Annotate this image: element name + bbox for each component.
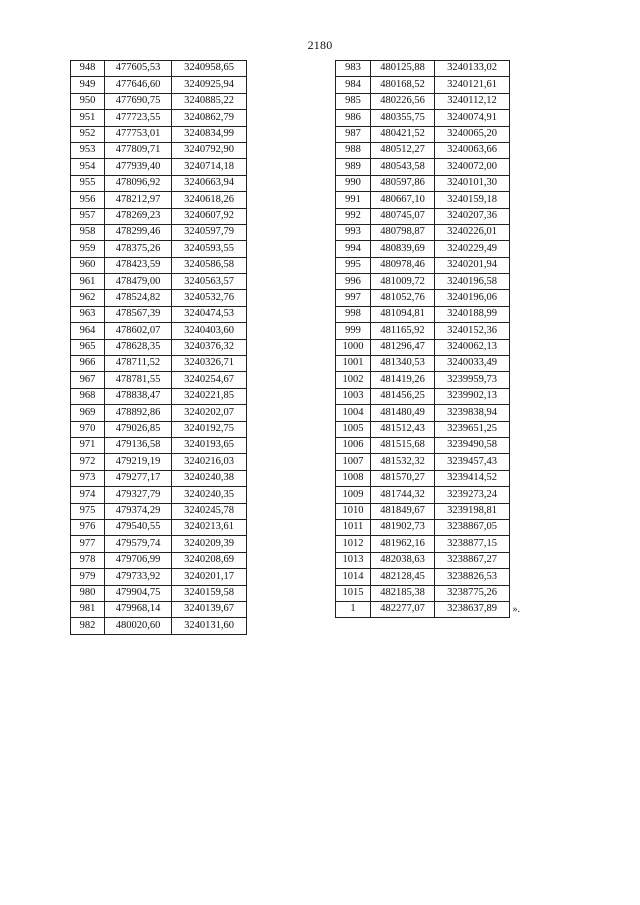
x-coordinate-cell: 481094,81 [371, 306, 435, 322]
point-number-cell: 1014 [336, 569, 371, 585]
point-number-cell: 952 [71, 126, 105, 142]
table-row [336, 77, 510, 93]
y-coordinate-cell: 3240663,94 [172, 175, 247, 191]
point-number-cell: 990 [336, 175, 371, 191]
table-row [71, 356, 247, 372]
table-row [71, 569, 247, 585]
y-coordinate-cell: 3240121,61 [435, 77, 510, 93]
x-coordinate-cell: 479136,58 [105, 437, 172, 453]
table-row [336, 257, 510, 273]
y-coordinate-cell: 3238775,26 [435, 585, 510, 601]
point-number-cell: 1001 [336, 356, 371, 372]
table-row [336, 601, 510, 617]
y-coordinate-cell: 3240226,01 [435, 224, 510, 240]
y-coordinate-cell: 3240958,65 [172, 61, 247, 77]
y-coordinate-cell: 3240196,06 [435, 290, 510, 306]
table-row [336, 585, 510, 601]
y-coordinate-cell: 3239902,13 [435, 388, 510, 404]
point-number-cell: 997 [336, 290, 371, 306]
y-coordinate-cell: 3240586,58 [172, 257, 247, 273]
x-coordinate-cell: 477605,53 [105, 61, 172, 77]
coordinates-table-right [335, 60, 510, 618]
y-coordinate-cell: 3240033,49 [435, 356, 510, 372]
x-coordinate-cell: 478096,92 [105, 175, 172, 191]
table-row [71, 585, 247, 601]
point-number-cell: 1004 [336, 405, 371, 421]
x-coordinate-cell: 481902,73 [371, 519, 435, 535]
table-row [336, 274, 510, 290]
table-row [71, 437, 247, 453]
x-coordinate-cell: 481532,32 [371, 454, 435, 470]
table-row [336, 306, 510, 322]
y-coordinate-cell: 3239457,43 [435, 454, 510, 470]
y-coordinate-cell: 3240208,69 [172, 552, 247, 568]
y-coordinate-cell: 3240376,32 [172, 339, 247, 355]
x-coordinate-cell: 480168,52 [371, 77, 435, 93]
y-coordinate-cell: 3240216,03 [172, 454, 247, 470]
x-coordinate-cell: 477753,01 [105, 126, 172, 142]
y-coordinate-cell: 3239414,52 [435, 470, 510, 486]
point-number-cell: 960 [71, 257, 105, 273]
table-row [71, 503, 247, 519]
table-row [336, 61, 510, 77]
x-coordinate-cell: 481009,72 [371, 274, 435, 290]
y-coordinate-cell: 3240245,78 [172, 503, 247, 519]
table-row [336, 536, 510, 552]
table-row [336, 224, 510, 240]
y-coordinate-cell: 3240062,13 [435, 339, 510, 355]
table-row [336, 175, 510, 191]
point-number-cell: 981 [71, 601, 105, 617]
point-number-cell: 1003 [336, 388, 371, 404]
y-coordinate-cell: 3239959,73 [435, 372, 510, 388]
y-coordinate-cell: 3240074,91 [435, 110, 510, 126]
table-row [71, 536, 247, 552]
y-coordinate-cell: 3240240,38 [172, 470, 247, 486]
table-row [71, 126, 247, 142]
y-coordinate-cell: 3238867,05 [435, 519, 510, 535]
table-row [336, 93, 510, 109]
point-number-cell: 963 [71, 306, 105, 322]
point-number-cell: 989 [336, 159, 371, 175]
y-coordinate-cell: 3240209,39 [172, 536, 247, 552]
point-number-cell: 991 [336, 192, 371, 208]
point-number-cell: 961 [71, 274, 105, 290]
table-row [71, 487, 247, 503]
point-number-cell: 968 [71, 388, 105, 404]
x-coordinate-cell: 478524,82 [105, 290, 172, 306]
y-coordinate-cell: 3240593,55 [172, 241, 247, 257]
x-coordinate-cell: 478628,35 [105, 339, 172, 355]
x-coordinate-cell: 482185,38 [371, 585, 435, 601]
table-row [336, 110, 510, 126]
table-row [71, 405, 247, 421]
x-coordinate-cell: 480745,07 [371, 208, 435, 224]
y-coordinate-cell: 3240213,61 [172, 519, 247, 535]
x-coordinate-cell: 480020,60 [105, 618, 172, 634]
x-coordinate-cell: 479219,19 [105, 454, 172, 470]
y-coordinate-cell: 3240607,92 [172, 208, 247, 224]
table-row [71, 470, 247, 486]
point-number-cell: 985 [336, 93, 371, 109]
x-coordinate-cell: 480839,69 [371, 241, 435, 257]
table-row [336, 241, 510, 257]
point-number-cell: 977 [71, 536, 105, 552]
x-coordinate-cell: 479733,92 [105, 569, 172, 585]
table-row [336, 421, 510, 437]
coordinates-table-left [70, 60, 247, 635]
point-number-cell: 959 [71, 241, 105, 257]
table-row [336, 290, 510, 306]
page-number: 2180 [307, 38, 333, 52]
point-number-cell: 965 [71, 339, 105, 355]
table-row [336, 142, 510, 158]
point-number-cell: 967 [71, 372, 105, 388]
x-coordinate-cell: 481849,67 [371, 503, 435, 519]
point-number-cell: 983 [336, 61, 371, 77]
y-coordinate-cell: 3240474,53 [172, 306, 247, 322]
y-coordinate-cell: 3240221,85 [172, 388, 247, 404]
x-coordinate-cell: 481515,68 [371, 437, 435, 453]
table-row [71, 388, 247, 404]
point-number-cell: 976 [71, 519, 105, 535]
y-coordinate-cell: 3240885,22 [172, 93, 247, 109]
point-number-cell: 973 [71, 470, 105, 486]
x-coordinate-cell: 481480,49 [371, 405, 435, 421]
x-coordinate-cell: 481456,25 [371, 388, 435, 404]
x-coordinate-cell: 479579,74 [105, 536, 172, 552]
y-coordinate-cell: 3240597,79 [172, 224, 247, 240]
x-coordinate-cell: 480543,58 [371, 159, 435, 175]
table-row [71, 339, 247, 355]
table-row [71, 601, 247, 617]
point-number-cell: 1009 [336, 487, 371, 503]
point-number-cell: 974 [71, 487, 105, 503]
point-number-cell: 1002 [336, 372, 371, 388]
y-coordinate-cell: 3239838,94 [435, 405, 510, 421]
table-row [336, 323, 510, 339]
point-number-cell: 964 [71, 323, 105, 339]
y-coordinate-cell: 3240403,60 [172, 323, 247, 339]
x-coordinate-cell: 479026,85 [105, 421, 172, 437]
x-coordinate-cell: 482277,07 [371, 601, 435, 617]
y-coordinate-cell: 3240196,58 [435, 274, 510, 290]
closing-quote-mark: ». [512, 604, 520, 616]
point-number-cell: 984 [336, 77, 371, 93]
table-row [71, 552, 247, 568]
x-coordinate-cell: 478892,86 [105, 405, 172, 421]
y-coordinate-cell: 3238867,27 [435, 552, 510, 568]
point-number-cell: 971 [71, 437, 105, 453]
y-coordinate-cell: 3240834,99 [172, 126, 247, 142]
y-coordinate-cell: 3240193,65 [172, 437, 247, 453]
table-row [71, 421, 247, 437]
point-number-cell: 969 [71, 405, 105, 421]
table-row [71, 323, 247, 339]
y-coordinate-cell: 3240201,94 [435, 257, 510, 273]
x-coordinate-cell: 481296,47 [371, 339, 435, 355]
x-coordinate-cell: 479540,55 [105, 519, 172, 535]
point-number-cell: 982 [71, 618, 105, 634]
y-coordinate-cell: 3240240,35 [172, 487, 247, 503]
x-coordinate-cell: 477723,55 [105, 110, 172, 126]
x-coordinate-cell: 478269,23 [105, 208, 172, 224]
table-row [336, 356, 510, 372]
y-coordinate-cell: 3240063,66 [435, 142, 510, 158]
point-number-cell: 987 [336, 126, 371, 142]
x-coordinate-cell: 478567,39 [105, 306, 172, 322]
table-row [71, 142, 247, 158]
point-number-cell: 1 [336, 601, 371, 617]
point-number-cell: 975 [71, 503, 105, 519]
table-row [336, 208, 510, 224]
table-row [336, 519, 510, 535]
point-number-cell: 980 [71, 585, 105, 601]
y-coordinate-cell: 3239198,81 [435, 503, 510, 519]
table-row [71, 290, 247, 306]
point-number-cell: 949 [71, 77, 105, 93]
x-coordinate-cell: 478479,00 [105, 274, 172, 290]
point-number-cell: 1005 [336, 421, 371, 437]
x-coordinate-cell: 481744,32 [371, 487, 435, 503]
table-row [336, 454, 510, 470]
table-row [71, 224, 247, 240]
table-row [71, 519, 247, 535]
table-row [71, 192, 247, 208]
x-coordinate-cell: 481962,16 [371, 536, 435, 552]
y-coordinate-cell: 3240202,07 [172, 405, 247, 421]
y-coordinate-cell: 3240254,67 [172, 372, 247, 388]
y-coordinate-cell: 3240326,71 [172, 356, 247, 372]
x-coordinate-cell: 480512,27 [371, 142, 435, 158]
point-number-cell: 988 [336, 142, 371, 158]
y-coordinate-cell: 3240139,67 [172, 601, 247, 617]
point-number-cell: 1015 [336, 585, 371, 601]
table-row [336, 552, 510, 568]
point-number-cell: 956 [71, 192, 105, 208]
x-coordinate-cell: 479374,29 [105, 503, 172, 519]
x-coordinate-cell: 481570,27 [371, 470, 435, 486]
table-row [336, 437, 510, 453]
y-coordinate-cell: 3240072,00 [435, 159, 510, 175]
point-number-cell: 957 [71, 208, 105, 224]
table-row [336, 405, 510, 421]
x-coordinate-cell: 479706,99 [105, 552, 172, 568]
point-number-cell: 970 [71, 421, 105, 437]
table-row [71, 306, 247, 322]
point-number-cell: 979 [71, 569, 105, 585]
point-number-cell: 951 [71, 110, 105, 126]
y-coordinate-cell: 3240201,17 [172, 569, 247, 585]
x-coordinate-cell: 481165,92 [371, 323, 435, 339]
table-row [336, 339, 510, 355]
y-coordinate-cell: 3240714,18 [172, 159, 247, 175]
point-number-cell: 996 [336, 274, 371, 290]
x-coordinate-cell: 479904,75 [105, 585, 172, 601]
y-coordinate-cell: 3240065,20 [435, 126, 510, 142]
y-coordinate-cell: 3238637,89 [435, 601, 510, 617]
y-coordinate-cell: 3238826,53 [435, 569, 510, 585]
point-number-cell: 1008 [336, 470, 371, 486]
y-coordinate-cell: 3240101,30 [435, 175, 510, 191]
x-coordinate-cell: 478375,26 [105, 241, 172, 257]
point-number-cell: 972 [71, 454, 105, 470]
y-coordinate-cell: 3240159,58 [172, 585, 247, 601]
x-coordinate-cell: 478838,47 [105, 388, 172, 404]
table-row [336, 569, 510, 585]
point-number-cell: 978 [71, 552, 105, 568]
x-coordinate-cell: 477690,75 [105, 93, 172, 109]
y-coordinate-cell: 3240159,18 [435, 192, 510, 208]
point-number-cell: 953 [71, 142, 105, 158]
table-row [336, 159, 510, 175]
x-coordinate-cell: 477939,40 [105, 159, 172, 175]
x-coordinate-cell: 481512,43 [371, 421, 435, 437]
y-coordinate-cell: 3239490,58 [435, 437, 510, 453]
table-row [71, 61, 247, 77]
table-row [71, 618, 247, 634]
x-coordinate-cell: 480667,10 [371, 192, 435, 208]
point-number-cell: 955 [71, 175, 105, 191]
table-row [336, 487, 510, 503]
x-coordinate-cell: 481340,53 [371, 356, 435, 372]
x-coordinate-cell: 479327,79 [105, 487, 172, 503]
x-coordinate-cell: 480226,56 [371, 93, 435, 109]
x-coordinate-cell: 478711,52 [105, 356, 172, 372]
x-coordinate-cell: 478299,46 [105, 224, 172, 240]
y-coordinate-cell: 3240862,79 [172, 110, 247, 126]
y-coordinate-cell: 3240131,60 [172, 618, 247, 634]
y-coordinate-cell: 3240563,57 [172, 274, 247, 290]
table-row [336, 388, 510, 404]
y-coordinate-cell: 3240192,75 [172, 421, 247, 437]
point-number-cell: 1000 [336, 339, 371, 355]
x-coordinate-cell: 478781,55 [105, 372, 172, 388]
x-coordinate-cell: 479968,14 [105, 601, 172, 617]
point-number-cell: 954 [71, 159, 105, 175]
x-coordinate-cell: 479277,17 [105, 470, 172, 486]
table-row [336, 192, 510, 208]
table-row [71, 257, 247, 273]
y-coordinate-cell: 3240133,02 [435, 61, 510, 77]
y-coordinate-cell: 3240229,49 [435, 241, 510, 257]
point-number-cell: 1010 [336, 503, 371, 519]
table-row [71, 110, 247, 126]
x-coordinate-cell: 480125,88 [371, 61, 435, 77]
point-number-cell: 966 [71, 356, 105, 372]
y-coordinate-cell: 3240925,94 [172, 77, 247, 93]
y-coordinate-cell: 3239273,24 [435, 487, 510, 503]
point-number-cell: 994 [336, 241, 371, 257]
point-number-cell: 1011 [336, 519, 371, 535]
point-number-cell: 999 [336, 323, 371, 339]
table-row [71, 454, 247, 470]
table-row [71, 175, 247, 191]
x-coordinate-cell: 480978,46 [371, 257, 435, 273]
y-coordinate-cell: 3240152,36 [435, 323, 510, 339]
point-number-cell: 992 [336, 208, 371, 224]
x-coordinate-cell: 481419,26 [371, 372, 435, 388]
x-coordinate-cell: 478212,97 [105, 192, 172, 208]
table-row [71, 241, 247, 257]
coordinates-table-left-body [71, 61, 247, 635]
x-coordinate-cell: 480798,87 [371, 224, 435, 240]
x-coordinate-cell: 477809,71 [105, 142, 172, 158]
point-number-cell: 1006 [336, 437, 371, 453]
point-number-cell: 958 [71, 224, 105, 240]
point-number-cell: 995 [336, 257, 371, 273]
point-number-cell: 998 [336, 306, 371, 322]
table-row [71, 372, 247, 388]
x-coordinate-cell: 478423,59 [105, 257, 172, 273]
x-coordinate-cell: 481052,76 [371, 290, 435, 306]
y-coordinate-cell: 3240532,76 [172, 290, 247, 306]
point-number-cell: 993 [336, 224, 371, 240]
table-row [71, 208, 247, 224]
x-coordinate-cell: 478602,07 [105, 323, 172, 339]
point-number-cell: 1013 [336, 552, 371, 568]
x-coordinate-cell: 482038,63 [371, 552, 435, 568]
coordinates-table-right-body [336, 61, 510, 618]
table-row [336, 470, 510, 486]
y-coordinate-cell: 3240618,26 [172, 192, 247, 208]
y-coordinate-cell: 3240112,12 [435, 93, 510, 109]
y-coordinate-cell: 3240207,36 [435, 208, 510, 224]
table-row [71, 159, 247, 175]
x-coordinate-cell: 480421,52 [371, 126, 435, 142]
table-row [336, 503, 510, 519]
point-number-cell: 1007 [336, 454, 371, 470]
y-coordinate-cell: 3240188,99 [435, 306, 510, 322]
y-coordinate-cell: 3239651,25 [435, 421, 510, 437]
y-coordinate-cell: 3240792,90 [172, 142, 247, 158]
point-number-cell: 1012 [336, 536, 371, 552]
x-coordinate-cell: 480355,75 [371, 110, 435, 126]
table-row [336, 126, 510, 142]
table-row [71, 77, 247, 93]
y-coordinate-cell: 3238877,15 [435, 536, 510, 552]
x-coordinate-cell: 482128,45 [371, 569, 435, 585]
point-number-cell: 950 [71, 93, 105, 109]
table-row [71, 93, 247, 109]
point-number-cell: 986 [336, 110, 371, 126]
table-row [336, 372, 510, 388]
x-coordinate-cell: 477646,60 [105, 77, 172, 93]
x-coordinate-cell: 480597,86 [371, 175, 435, 191]
point-number-cell: 948 [71, 61, 105, 77]
point-number-cell: 962 [71, 290, 105, 306]
table-row [71, 274, 247, 290]
